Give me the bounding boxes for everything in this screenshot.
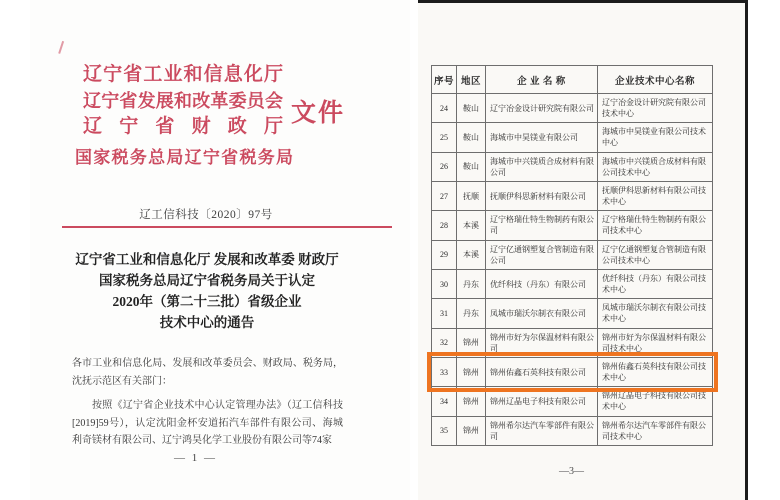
cell-center: 海城市中兴镁质合成材料有限公司技术中心: [598, 152, 713, 181]
letterhead-line-2: 辽宁省发展和改革委员会: [83, 91, 283, 111]
table-row: [432, 416, 713, 445]
table-row: [432, 240, 713, 269]
red-letterhead: [83, 62, 283, 140]
notice-page-number: — 1 —: [174, 452, 217, 464]
notice-title-line-1: 辽宁省工业和信息化厅 发展和改革委 财政厅: [75, 252, 339, 267]
cell-region: 锦州: [457, 387, 486, 416]
cell-company: 优纤科技（丹东）有限公司: [486, 269, 598, 298]
header-no: 序号: [432, 66, 457, 94]
cell-company: 锦州市好为尔保温材料有限公司: [486, 328, 598, 357]
cell-no: 32: [432, 328, 457, 357]
cell-no: 26: [432, 152, 457, 181]
enterprise-table: [431, 65, 713, 446]
header-region: 地区: [457, 66, 486, 94]
cell-company: 抚顺伊科思新材料有限公司: [486, 181, 598, 210]
red-pen-mark: [58, 41, 71, 56]
cell-no: 31: [432, 299, 457, 328]
table-row: [432, 269, 713, 298]
table-row-highlighted: [432, 357, 713, 386]
header-row: [432, 66, 713, 94]
table-row: [432, 123, 713, 152]
table-row: [432, 94, 713, 123]
cell-company: 锦州辽晶电子科技有限公司: [486, 387, 598, 416]
cell-no: 33: [432, 357, 457, 386]
cell-center: 辽宁格瑞仕特生物制药有限公司技术中心: [598, 211, 713, 240]
cell-region: 鞍山: [457, 123, 486, 152]
notice-title-line-2: 国家税务总局辽宁省税务局关于认定: [99, 273, 315, 288]
notice-title-line-3: 2020年（第二十三批）省级企业: [112, 294, 302, 309]
letterhead-line-1: 辽宁省工业和信息化厅: [83, 64, 283, 85]
cell-center: 锦州佑鑫石英科技有限公司技术中心: [598, 357, 713, 386]
header-center: 企业技术中心名称: [598, 66, 713, 94]
notice-body: [72, 355, 343, 450]
cell-no: 30: [432, 269, 457, 298]
header-company: 企 业 名 称: [486, 66, 598, 94]
cell-region: 本溪: [457, 240, 486, 269]
cell-no: 35: [432, 416, 457, 445]
cell-no: 34: [432, 387, 457, 416]
wenjian-label: 文件: [291, 100, 346, 127]
cell-company: 辽宁冶金设计研究院有限公司: [486, 94, 598, 123]
enterprise-table-header: [432, 66, 713, 94]
document-number: 辽工信科技〔2020〕97号: [139, 209, 273, 221]
cell-center: 辽宁冶金设计研究院有限公司技术中心: [598, 94, 713, 123]
notice-paragraph-2: 按照《辽宁省企业技术中心认定管理办法》（辽工信科技[2019]59号），认定沈阳金杯安道拓汽车部件有限公司、海城利奇镁材有限公司、辽宁鸿昊化学工业股份有限公司等74家: [72, 400, 343, 446]
cell-region: 鞍山: [457, 94, 486, 123]
notice-paragraph-1: 各市工业和信息化局、发展和改革委员会、财政局、税务局，沈抚示范区有关部门：: [72, 358, 343, 387]
cell-region: 锦州: [457, 357, 486, 386]
cell-region: 鞍山: [457, 152, 486, 181]
table-row: [432, 387, 713, 416]
cell-region: 锦州: [457, 416, 486, 445]
cell-region: 抚顺: [457, 181, 486, 210]
notice-title-line-4: 技术中心的通告: [159, 315, 255, 330]
cell-region: 本溪: [457, 211, 486, 240]
cell-region: 锦州: [457, 328, 486, 357]
cell-no: 28: [432, 211, 457, 240]
cell-center: 锦州辽晶电子科技有限公司技术中心: [598, 387, 713, 416]
red-divider-line: [62, 226, 392, 228]
cell-center: 锦州市好为尔保温材料有限公司技术中心: [598, 328, 713, 357]
cell-center: 海城市中昊镁业有限公司技术中心: [598, 123, 713, 152]
cell-no: 29: [432, 240, 457, 269]
cell-company: 辽宁亿通钢塑复合管制造有限公司: [486, 240, 598, 269]
list-page: [418, 0, 748, 500]
letterhead-line-3: 辽宁省财政厅: [83, 116, 283, 137]
cell-company: 锦州希尔达汽车零部件有限公司: [486, 416, 598, 445]
notice-title: [30, 249, 384, 333]
cell-no: 25: [432, 123, 457, 152]
cell-center: 辽宁亿通钢塑复合管制造有限公司技术中心: [598, 240, 713, 269]
cell-center: 凤城市瑞沃尔制衣有限公司技术中心: [598, 299, 713, 328]
list-page-number: —3—: [559, 466, 584, 477]
cell-no: 24: [432, 94, 457, 123]
table-row: [432, 181, 713, 210]
cell-region: 丹东: [457, 269, 486, 298]
cell-company: 海城市中兴镁质合成材料有限公司: [486, 152, 598, 181]
table-row: [432, 328, 713, 357]
enterprise-table-body: [432, 94, 713, 446]
notice-page: [30, 0, 410, 500]
table-row: [432, 211, 713, 240]
cell-center: 抚顺伊科思新材料有限公司技术中心: [598, 181, 713, 210]
cell-region: 丹东: [457, 299, 486, 328]
cell-company: 辽宁格瑞仕特生物制药有限公司: [486, 211, 598, 240]
table-row: [432, 299, 713, 328]
cell-center: 锦州希尔达汽车零部件有限公司技术中心: [598, 416, 713, 445]
letterhead-line-4: 国家税务总局辽宁省税务局: [75, 148, 293, 167]
cell-company: 凤城市瑞沃尔制衣有限公司: [486, 299, 598, 328]
cell-company: 海城市中昊镁业有限公司: [486, 123, 598, 152]
cell-company: 锦州佑鑫石英科技有限公司: [486, 357, 598, 386]
cell-no: 27: [432, 181, 457, 210]
table-row: [432, 152, 713, 181]
cell-center: 优纤科技（丹东）有限公司技术中心: [598, 269, 713, 298]
